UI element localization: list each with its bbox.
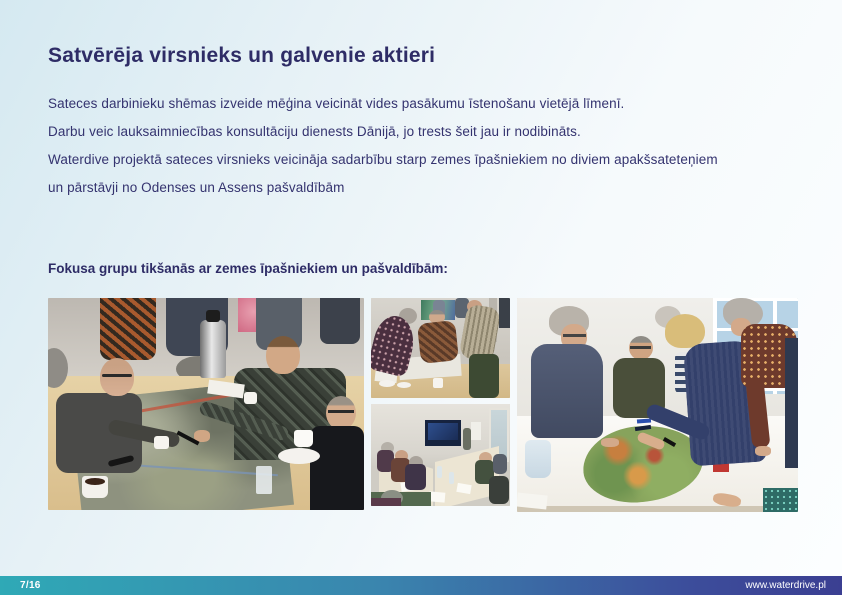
coffee-cup <box>433 378 443 388</box>
person-legs <box>469 354 499 398</box>
body-line: Sateces darbinieku shēmas izveide mēģina veicināt vides pasākumu īstenošanu vietējā līmenī. <box>48 96 625 111</box>
body-line: un pārstāvji no Odenses un Assens pašvaldībām <box>48 180 345 195</box>
person-figure <box>463 428 471 450</box>
body-line: Darbu veic lauksaimniecības konsultāciju dienests Dānijā, jo trests šeit jau ir nodibināts. <box>48 124 581 139</box>
photo-leaning-over-maps <box>371 298 510 398</box>
glasses <box>102 374 132 377</box>
body-line: Waterdive projektā sateces virsnieks veicināja sadarbību starp zemes īpašniekiem no diviem apakšsateteņiem <box>48 152 718 167</box>
coffee-cup <box>154 436 169 449</box>
hand <box>601 438 619 447</box>
plate <box>379 380 395 387</box>
drinking-glass <box>256 466 272 494</box>
coffee-surface <box>85 478 105 485</box>
page-number: 7/16 <box>20 580 41 591</box>
hand <box>755 446 771 456</box>
person-figure <box>785 338 798 468</box>
water-bottle <box>449 472 454 484</box>
person-figure <box>493 454 507 474</box>
section-label: Fokusa grupu tikšanās ar zemes īpašniekiem un pašvaldībām: <box>48 261 448 276</box>
chair-seat <box>763 488 798 512</box>
page-title: Satvērēja virsnieks un galvenie aktieri <box>48 44 436 67</box>
glasses <box>563 334 586 337</box>
water-jug <box>525 440 551 478</box>
coffee-cup <box>294 430 313 447</box>
person-figure <box>405 464 426 490</box>
photo-meeting-room-presentation <box>371 404 510 506</box>
body-paragraph <box>48 90 718 202</box>
person-head <box>326 396 356 430</box>
footer-bar <box>0 576 842 595</box>
person-figure <box>417 320 459 364</box>
table-edge <box>517 506 798 512</box>
person-head <box>266 336 300 374</box>
person-figure <box>499 298 510 328</box>
person-figure <box>310 426 364 510</box>
plate <box>278 448 320 464</box>
flipchart <box>471 422 481 440</box>
website-link[interactable]: www.waterdrive.pl <box>745 580 826 591</box>
person-head <box>100 358 134 396</box>
water-bottle <box>437 466 442 478</box>
person-figure <box>489 476 509 504</box>
glasses <box>630 346 651 349</box>
presentation-slide <box>428 423 458 440</box>
paper-sheet <box>429 491 446 502</box>
person-figure <box>100 298 156 360</box>
person-figure <box>531 344 603 438</box>
glasses <box>328 410 354 413</box>
coffee-thermos <box>200 320 226 378</box>
person-figure <box>320 298 360 344</box>
paper-sheet <box>517 492 548 509</box>
plate <box>397 382 411 388</box>
coffee-cup <box>244 392 257 404</box>
photo-map-discussion-table <box>48 298 364 510</box>
person-figure <box>371 498 401 506</box>
thermos-cap <box>206 310 220 322</box>
photo-landuse-map-group <box>517 298 798 512</box>
